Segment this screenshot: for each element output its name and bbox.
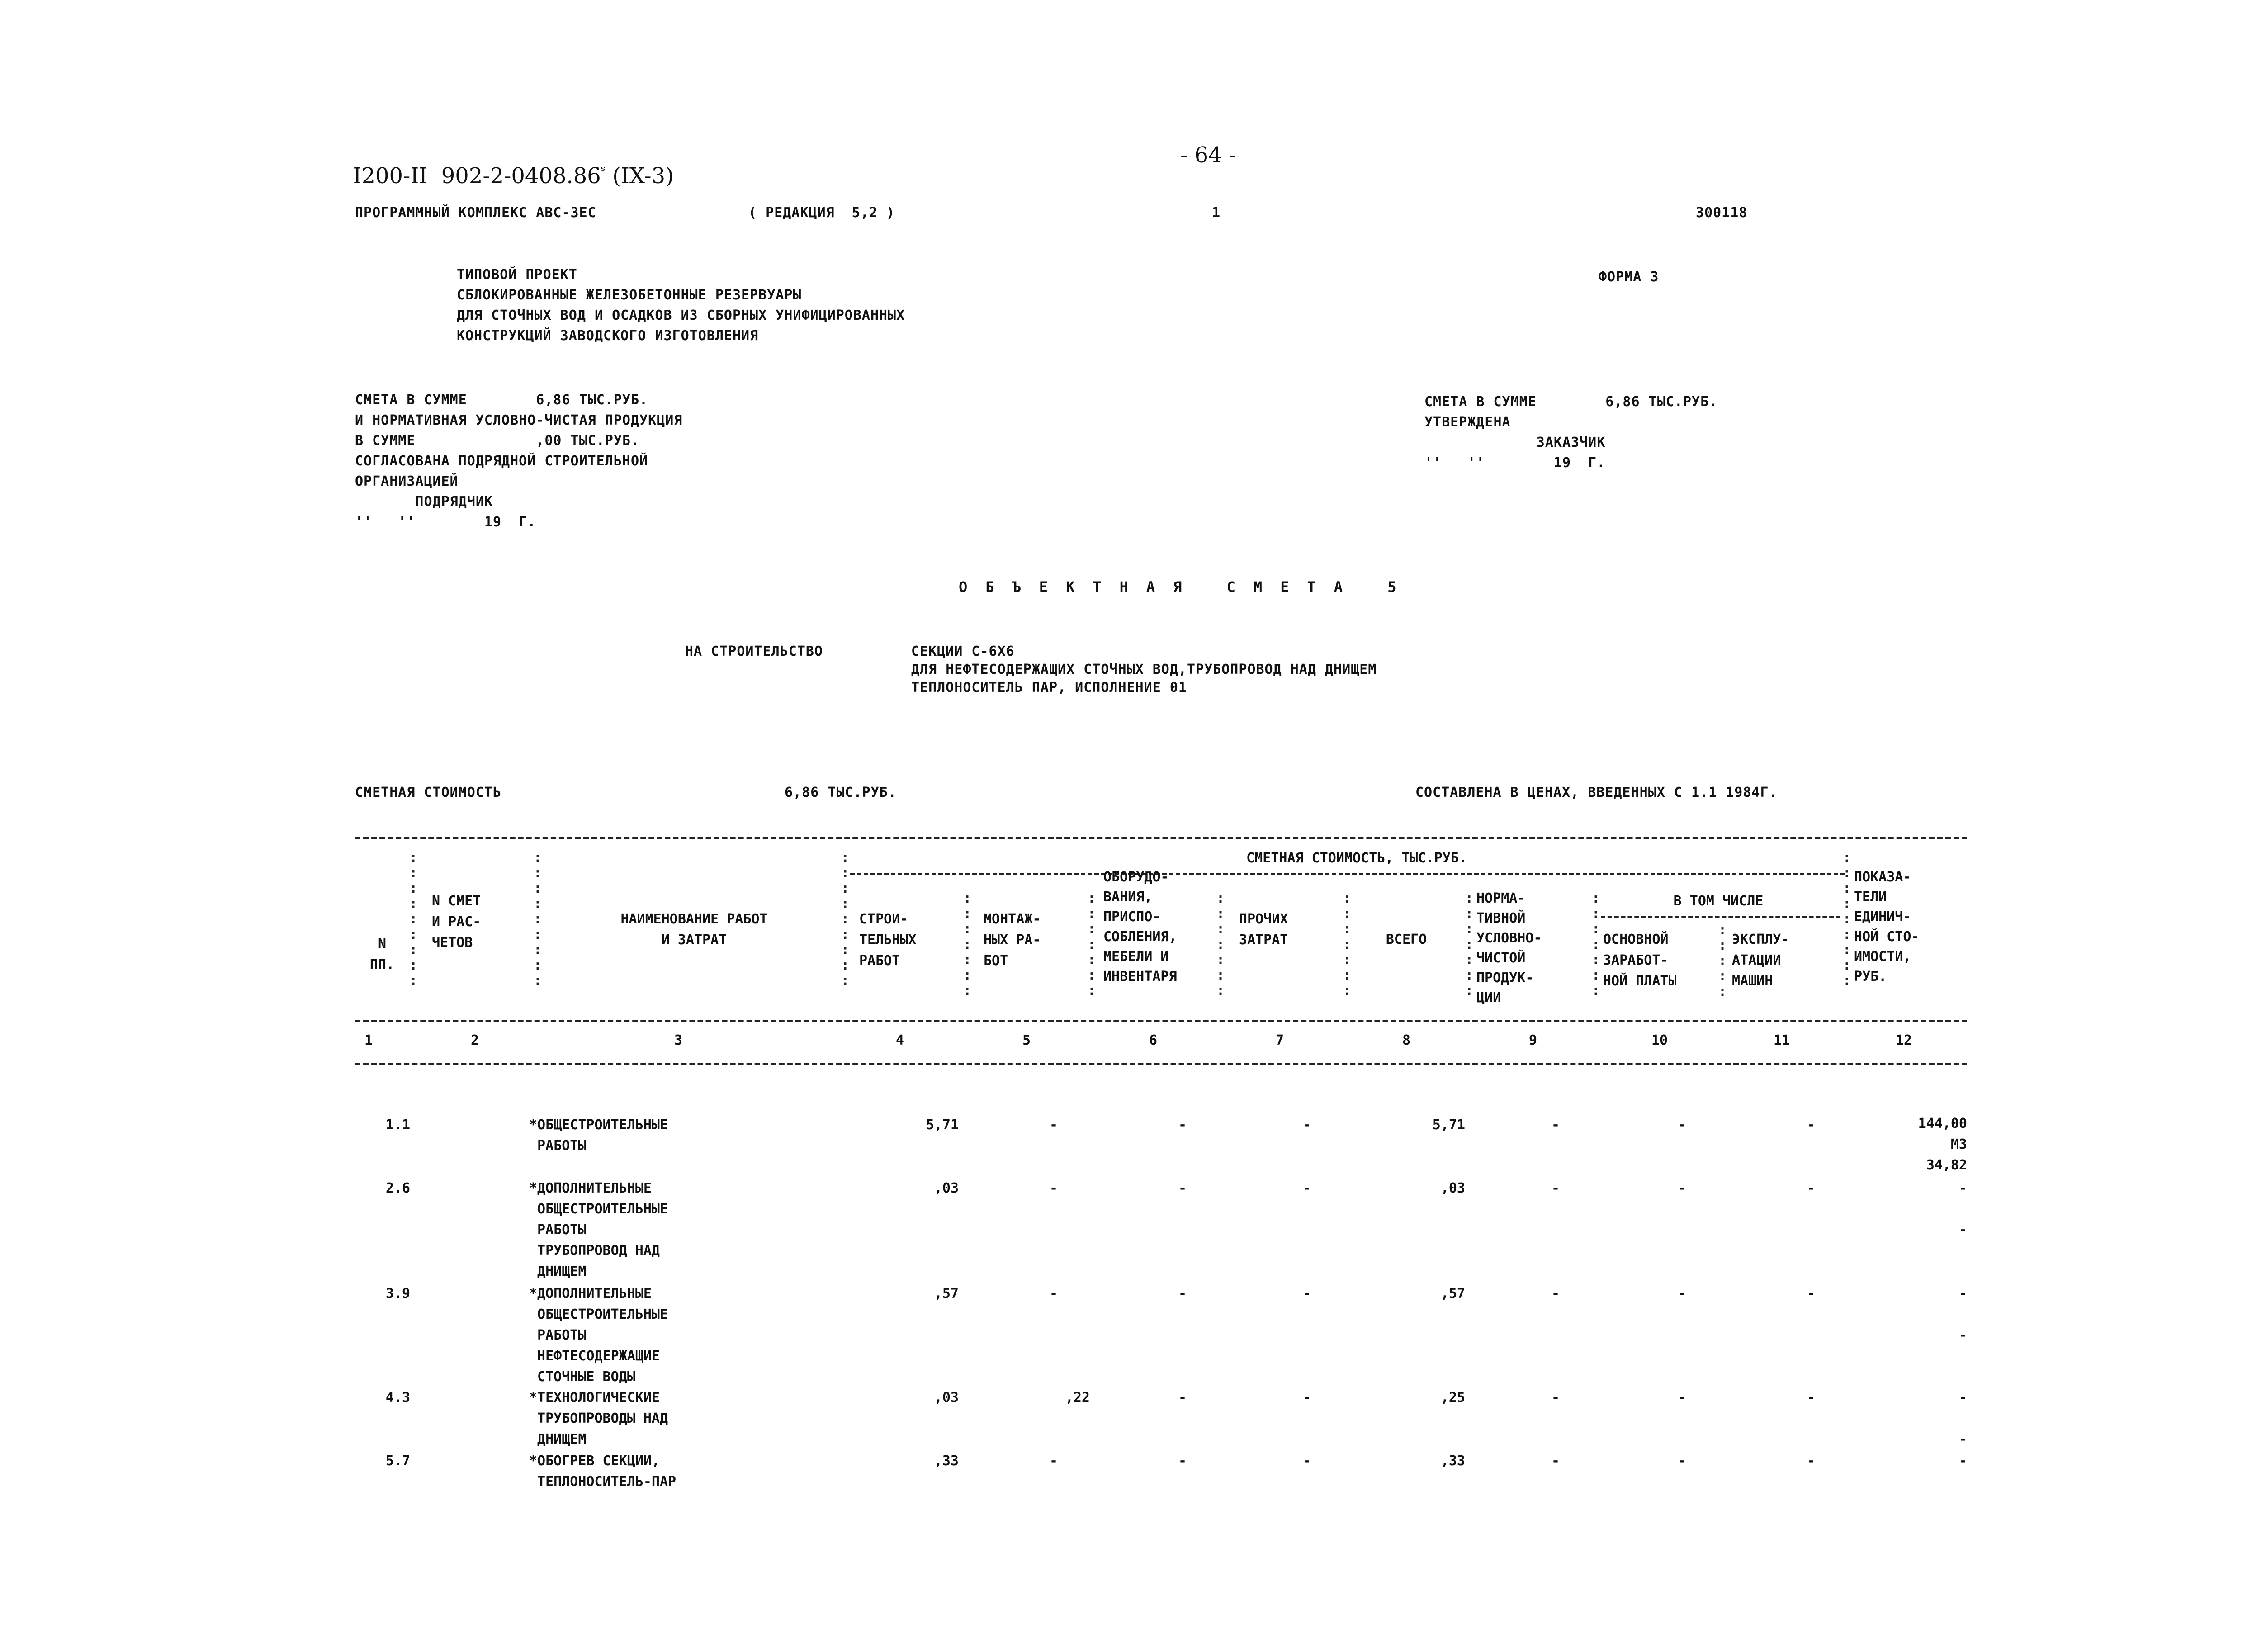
row-number: 1.1 — [385, 1117, 411, 1133]
column-separator: : : : : : : : — [1592, 890, 1600, 999]
row-number: 5.7 — [385, 1453, 411, 1469]
sheet-number: 1 — [1212, 205, 1221, 221]
header-equipment: ОБОРУДО- ВАНИЯ, ПРИСПО- СОБЛЕНИЯ, МЕБЕЛИ И ИНВЕНТАРЯ — [1103, 869, 1177, 985]
subgroup-header-rule — [1601, 916, 1840, 918]
header-bottom-rule — [355, 1020, 1967, 1022]
header-estimate-no: N СМЕТ И РАС- ЧЕТОВ — [432, 893, 481, 951]
right-block-line: УТВЕРЖДЕНА — [1424, 414, 1511, 430]
column-separator: : : : : : : : : : — [534, 850, 542, 989]
page-number: - 64 - — [1180, 142, 1237, 168]
row-equipment: - — [1178, 1117, 1187, 1133]
project-line: ДЛЯ СТОЧНЫХ ВОД И ОСАДКОВ ИЗ СБОРНЫХ УНИФИЦИРОВАННЫХ — [457, 308, 905, 323]
right-block-line: СМЕТА В СУММЕ 6,86 ТЫС.РУБ. — [1424, 394, 1718, 410]
subject-line: ТЕПЛОНОСИТЕЛЬ ПАР, ИСПОЛНЕНИЕ 01 — [911, 680, 1187, 696]
column-separator: : : : : : : : : : — [409, 850, 418, 989]
row-other: - — [1302, 1453, 1311, 1469]
col-number-bottom-rule — [355, 1063, 1967, 1065]
column-separator: : : : : : — [1718, 922, 1727, 999]
document-reference-mark: ˢ — [601, 163, 606, 179]
row-installation: - — [1049, 1286, 1058, 1302]
row-normative: - — [1551, 1453, 1560, 1469]
row-total: ,33 — [1440, 1453, 1465, 1469]
col-number: 9 — [1528, 1032, 1537, 1048]
prices-note: СОСТАВЛЕНА В ЦЕНАХ, ВВЕДЕННЫХ С 1.1 1984Г. — [1415, 785, 1778, 800]
col-number: 6 — [1149, 1032, 1158, 1048]
row-indicators: - - — [1958, 1286, 1967, 1343]
column-separator: : : : : : : : — [1216, 890, 1225, 999]
group-header-rule — [850, 873, 1845, 875]
col-number: 10 — [1651, 1032, 1668, 1048]
row-number: 2.6 — [385, 1180, 411, 1196]
row-name: *ДОПОЛНИТЕЛЬНЫЕ ОБЩЕСТРОИТЕЛЬНЫЕ РАБОТЫ ТРУБОПРОВОД НАД ДНИЩЕМ — [529, 1180, 668, 1279]
row-total: ,03 — [1440, 1180, 1465, 1196]
row-construction: ,57 — [934, 1286, 959, 1302]
row-wages: - — [1678, 1390, 1687, 1406]
row-machines: - — [1807, 1453, 1816, 1469]
project-line: КОНСТРУКЦИЙ ЗАВОДСКОГО ИЗГОТОВЛЕНИЯ — [457, 328, 759, 344]
row-construction: ,33 — [934, 1453, 959, 1469]
left-block-line: И НОРМАТИВНАЯ УСЛОВНО-ЧИСТАЯ ПРОДУКЦИЯ — [355, 412, 683, 428]
row-wages: - — [1678, 1117, 1687, 1133]
row-wages: - — [1678, 1180, 1687, 1196]
row-other: - — [1302, 1390, 1311, 1406]
header-wages: ОСНОВНОЙ ЗАРАБОТ- НОЙ ПЛАТЫ — [1603, 932, 1677, 989]
row-normative: - — [1551, 1390, 1560, 1406]
row-indicators: - — [1958, 1453, 1967, 1469]
row-machines: - — [1807, 1390, 1816, 1406]
column-separator: : : : : : : : — [1088, 890, 1096, 999]
row-other: - — [1302, 1286, 1311, 1302]
row-name: *ОБОГРЕВ СЕКЦИИ, ТЕПЛОНОСИТЕЛЬ-ПАР — [529, 1453, 676, 1490]
row-equipment: - — [1178, 1390, 1187, 1406]
row-other: - — [1302, 1180, 1311, 1196]
row-total: ,25 — [1440, 1390, 1465, 1406]
row-name: *ДОПОЛНИТЕЛЬНЫЕ ОБЩЕСТРОИТЕЛЬНЫЕ РАБОТЫ НЕФТЕСОДЕРЖАЩИЕ СТОЧНЫЕ ВОДЫ — [529, 1286, 668, 1385]
col-number: 8 — [1402, 1032, 1411, 1048]
header-installation: МОНТАЖ- НЫХ РА- БОТ — [984, 911, 1041, 969]
row-number: 3.9 — [385, 1286, 411, 1302]
document-reference-code: I200-II 902-2-0408.86 — [353, 163, 601, 189]
column-separator: : : : : : : : : : — [841, 850, 850, 989]
row-construction: ,03 — [934, 1180, 959, 1196]
estimated-cost-label: СМЕТНАЯ СТОИМОСТЬ — [355, 785, 502, 800]
program-line: ПРОГРАММНЫЙ КОМПЛЕКС АВС-ЗЕС — [355, 205, 596, 221]
header-work-name: НАИМЕНОВАНИЕ РАБОТ И ЗАТРАТ — [620, 911, 768, 948]
document-reference — [339, 138, 674, 189]
row-machines: - — [1807, 1117, 1816, 1133]
right-block-line: ЗАКАЗЧИК — [1424, 435, 1606, 450]
document-title: ОБЪЕКТНАЯ СМЕТА 5 — [959, 578, 1414, 596]
header-total: ВСЕГО — [1386, 932, 1427, 947]
project-line: ТИПОВОЙ ПРОЕКТ — [457, 267, 577, 283]
col-number: 3 — [674, 1032, 683, 1048]
row-indicators: - - — [1958, 1390, 1967, 1447]
left-block-line: ПОДРЯДЧИК — [355, 494, 493, 510]
form-label: ФОРМА 3 — [1599, 269, 1659, 285]
row-other: - — [1302, 1117, 1311, 1133]
header-construction: СТРОИ- ТЕЛЬНЫХ РАБОТ — [859, 911, 917, 969]
row-indicators: - - — [1958, 1180, 1967, 1238]
column-separator: : : : : : : : — [1465, 890, 1474, 999]
group-header: СМЕТНАЯ СТОИМОСТЬ, ТЫС.РУБ. — [1246, 850, 1467, 866]
left-block-line: СМЕТА В СУММЕ 6,86 ТЫС.РУБ. — [355, 392, 648, 408]
col-number: 12 — [1895, 1032, 1912, 1048]
column-separator: : : : : : : : : : — [1843, 850, 1851, 989]
subject-label: НА СТРОИТЕЛЬСТВО — [685, 644, 823, 659]
col-number: 1 — [364, 1032, 373, 1048]
header-n: N ПП. — [369, 936, 395, 973]
row-wages: - — [1678, 1286, 1687, 1302]
row-installation: - — [1049, 1117, 1058, 1133]
document-reference-suffix: (IX-3) — [612, 163, 674, 189]
header-machines: ЭКСПЛУ- АТАЦИИ МАШИН — [1732, 932, 1789, 989]
row-normative: - — [1551, 1180, 1560, 1196]
row-machines: - — [1807, 1286, 1816, 1302]
row-machines: - — [1807, 1180, 1816, 1196]
row-total: ,57 — [1440, 1286, 1465, 1302]
row-name: *ТЕХНОЛОГИЧЕСКИЕ ТРУБОПРОВОДЫ НАД ДНИЩЕМ — [529, 1390, 668, 1447]
col-number: 7 — [1275, 1032, 1284, 1048]
table-top-rule — [355, 837, 1967, 839]
col-number: 2 — [470, 1032, 479, 1048]
col-number: 4 — [895, 1032, 904, 1048]
row-construction: ,03 — [934, 1390, 959, 1406]
row-equipment: - — [1178, 1180, 1187, 1196]
left-block-line: '' '' 19 Г. — [355, 514, 536, 530]
left-block-line: СОГЛАСОВАНА ПОДРЯДНОЙ СТРОИТЕЛЬНОЙ — [355, 453, 648, 469]
left-block-line: ОРГАНИЗАЦИЕЙ — [355, 473, 459, 489]
column-separator: : : : : : : : — [963, 890, 972, 999]
project-line: СБЛОКИРОВАННЫЕ ЖЕЛЕЗОБЕТОННЫЕ РЕЗЕРВУАРЫ — [457, 287, 802, 303]
row-number: 4.3 — [385, 1390, 411, 1406]
header-normative: НОРМА- ТИВНОЙ УСЛОВНО- ЧИСТОЙ ПРОДУК- ЦИИ — [1476, 890, 1542, 1006]
document-code: 300118 — [1696, 205, 1748, 221]
row-installation: - — [1049, 1453, 1058, 1469]
header-indicators: ПОКАЗА- ТЕЛИ ЕДИНИЧ- НОЙ СТО- ИМОСТИ, РУБ. — [1854, 869, 1920, 985]
subgroup-header: В ТОМ ЧИСЛЕ — [1673, 893, 1764, 909]
left-block-line: В СУММЕ ,00 ТЫС.РУБ. — [355, 433, 640, 449]
right-block-line: '' '' 19 Г. — [1424, 455, 1606, 471]
row-normative: - — [1551, 1117, 1560, 1133]
row-name: *ОБЩЕСТРОИТЕЛЬНЫЕ РАБОТЫ — [529, 1117, 668, 1154]
col-number: 5 — [1022, 1032, 1031, 1048]
row-normative: - — [1551, 1286, 1560, 1302]
header-other: ПРОЧИХ ЗАТРАТ — [1239, 911, 1288, 948]
subject-line: ДЛЯ НЕФТЕСОДЕРЖАЩИХ СТОЧНЫХ ВОД,ТРУБОПРОВОД НАД ДНИЩЕМ — [911, 662, 1377, 677]
subject-line: СЕКЦИИ С-6Х6 — [911, 644, 1015, 659]
estimated-cost-value: 6,86 ТЫС.РУБ. — [785, 785, 897, 800]
edition: ( РЕДАКЦИЯ 5,2 ) — [748, 205, 895, 221]
row-equipment: - — [1178, 1286, 1187, 1302]
row-installation: ,22 — [1065, 1390, 1090, 1406]
col-number: 11 — [1773, 1032, 1790, 1048]
row-indicators: 144,00 М3 34,82 — [1918, 1116, 1967, 1173]
row-equipment: - — [1178, 1453, 1187, 1469]
row-construction: 5,71 — [926, 1117, 959, 1133]
column-separator: : : : : : : : — [1343, 890, 1352, 999]
row-wages: - — [1678, 1453, 1687, 1469]
row-total: 5,71 — [1432, 1117, 1465, 1133]
row-installation: - — [1049, 1180, 1058, 1196]
